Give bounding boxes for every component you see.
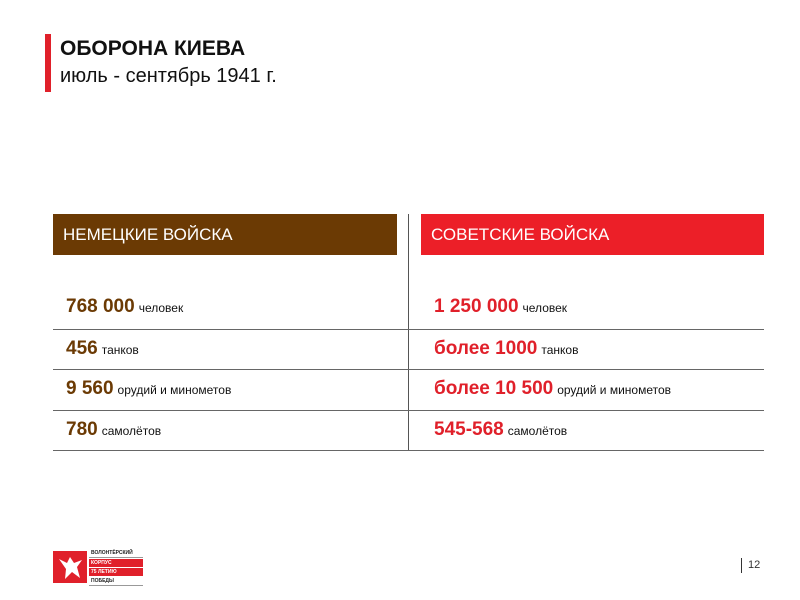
column-divider bbox=[408, 214, 409, 451]
page-title: ОБОРОНА КИЕВА bbox=[60, 37, 246, 60]
german-aircraft-unit: самолётов bbox=[101, 424, 162, 438]
row-divider bbox=[53, 329, 764, 330]
volunteer-corps-logo bbox=[53, 549, 143, 585]
soviet-tanks bbox=[434, 338, 578, 360]
soviet-aircraft-value: 545-568 bbox=[434, 419, 504, 440]
soviet-aircraft-unit: самолётов bbox=[507, 424, 568, 438]
page-number: 12 bbox=[741, 558, 760, 573]
logo-text-line: ВОЛОНТЁРСКИЙ bbox=[89, 549, 143, 558]
german-personnel bbox=[66, 296, 183, 318]
soviet-tanks-value: более 1000 bbox=[434, 338, 538, 359]
german-aircraft-value: 780 bbox=[66, 419, 98, 440]
logo-text-block bbox=[89, 549, 143, 587]
soviet-artillery-unit: орудий и минометов bbox=[557, 383, 672, 397]
logo-text-line: КОРПУС bbox=[89, 559, 143, 567]
row-divider bbox=[53, 450, 764, 451]
page-subtitle: июль - сентябрь 1941 г. bbox=[60, 65, 277, 87]
soviet-forces-header: СОВЕТСКИЕ ВОЙСКА bbox=[421, 214, 764, 255]
german-aircraft bbox=[66, 419, 161, 441]
soldier-figure-icon bbox=[53, 551, 87, 583]
soviet-personnel-value: 1 250 000 bbox=[434, 296, 519, 317]
german-personnel-value: 768 000 bbox=[66, 296, 135, 317]
row-divider bbox=[53, 369, 764, 370]
german-artillery bbox=[66, 378, 231, 400]
german-tanks bbox=[66, 338, 139, 360]
german-tanks-unit: танков bbox=[101, 343, 139, 357]
row-divider bbox=[53, 410, 764, 411]
logo-text-line: 75 ЛЕТИЮ bbox=[89, 568, 143, 576]
soviet-personnel bbox=[434, 296, 567, 318]
german-artillery-value: 9 560 bbox=[66, 378, 114, 399]
german-forces-header: НЕМЕЦКИЕ ВОЙСКА bbox=[53, 214, 397, 255]
soviet-artillery-value: более 10 500 bbox=[434, 378, 554, 399]
title-accent-bar bbox=[45, 34, 51, 92]
german-personnel-unit: человек bbox=[138, 301, 184, 315]
soviet-personnel-unit: человек bbox=[522, 301, 568, 315]
german-artillery-unit: орудий и минометов bbox=[117, 383, 232, 397]
logo-text-line: ПОБЕДЫ bbox=[89, 577, 143, 586]
soviet-tanks-unit: танков bbox=[541, 343, 579, 357]
soviet-aircraft bbox=[434, 419, 567, 441]
german-tanks-value: 456 bbox=[66, 338, 98, 359]
soviet-artillery bbox=[434, 378, 671, 400]
